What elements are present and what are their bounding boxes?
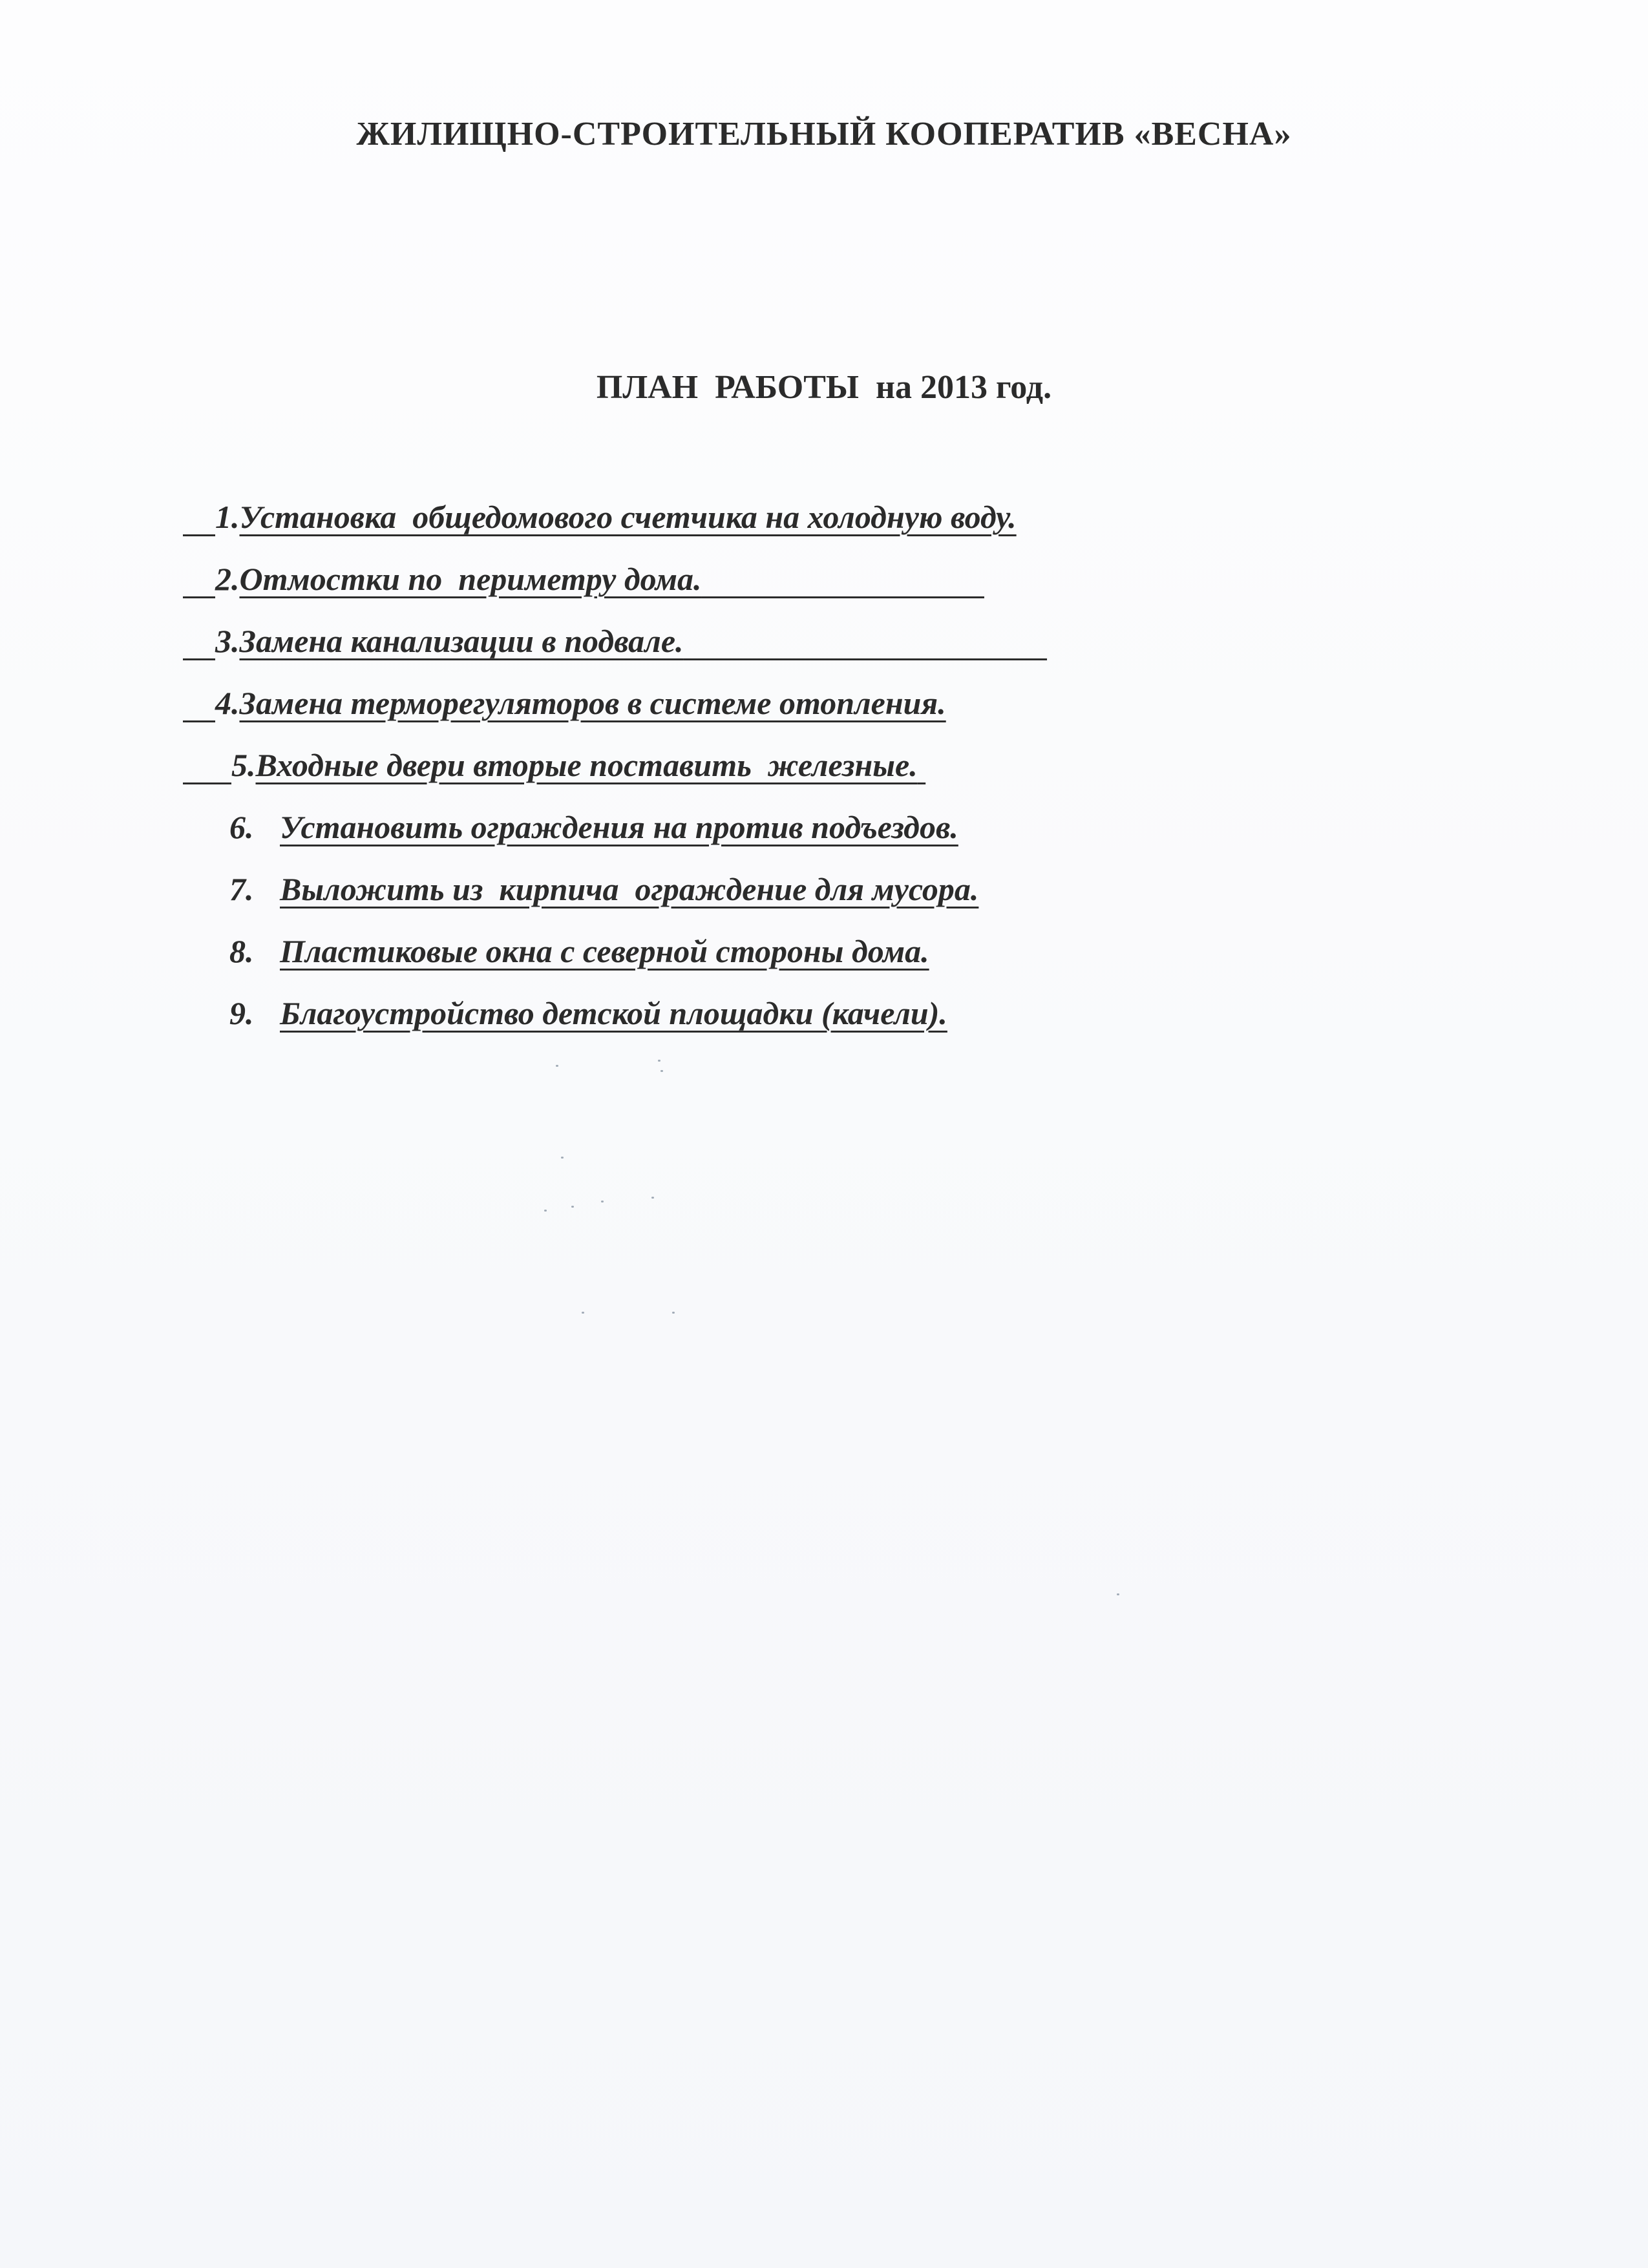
scan-speck <box>582 1312 584 1314</box>
scan-speck <box>601 1201 604 1202</box>
item-number: 2. <box>215 561 240 597</box>
item-text: Замена терморегуляторов в системе отопления. <box>239 685 946 721</box>
scan-speck <box>556 1065 558 1067</box>
scan-speck <box>571 1206 574 1208</box>
plan-item-2 <box>183 560 984 598</box>
organization-title: ЖИЛИЩНО-СТРОИТЕЛЬНЫЙ КООПЕРАТИВ «ВЕСНА» <box>356 116 1292 152</box>
item-text: Входные двери вторые поставить железные. <box>255 747 918 783</box>
item-number: 4. <box>215 685 240 721</box>
scan-speck <box>561 1157 564 1159</box>
item-text: Пластиковые окна с северной стороны дома. <box>280 933 929 969</box>
plan-item-1 <box>183 498 1017 536</box>
item-number: 9. <box>229 995 254 1031</box>
item-number: 7. <box>229 871 254 907</box>
scan-speck <box>544 1210 547 1212</box>
plan-item-8 <box>229 932 929 971</box>
plan-item-4 <box>183 684 946 722</box>
plan-item-9 <box>229 994 947 1033</box>
item-text: Замена канализации в подвале. <box>239 623 684 659</box>
plan-item-5 <box>183 746 925 784</box>
item-number: 5. <box>231 747 256 783</box>
plan-item-3 <box>183 622 1047 660</box>
item-number: 8. <box>229 933 254 969</box>
plan-title: ПЛАН РАБОТЫ на 2013 год. <box>596 369 1052 406</box>
scan-speck <box>1117 1593 1119 1595</box>
item-number: 3. <box>215 623 240 659</box>
scan-speck <box>658 1060 660 1062</box>
item-text: Отмостки по периметру дома. <box>239 561 702 597</box>
scan-speck <box>672 1312 675 1314</box>
item-number: 6. <box>229 809 254 845</box>
item-text: Установка общедомового счетчика на холодную воду. <box>239 499 1017 535</box>
item-number: 1. <box>215 499 240 535</box>
item-text: Благоустройство детской площадки (качели). <box>280 995 947 1031</box>
plan-item-6 <box>229 808 958 846</box>
item-text: Выложить из кирпича ограждение для мусора. <box>280 871 979 907</box>
item-text: Установить ограждения на против подъездов. <box>280 809 958 845</box>
scan-speck <box>651 1197 654 1199</box>
plan-item-7 <box>229 870 978 908</box>
scan-speck <box>660 1070 663 1072</box>
